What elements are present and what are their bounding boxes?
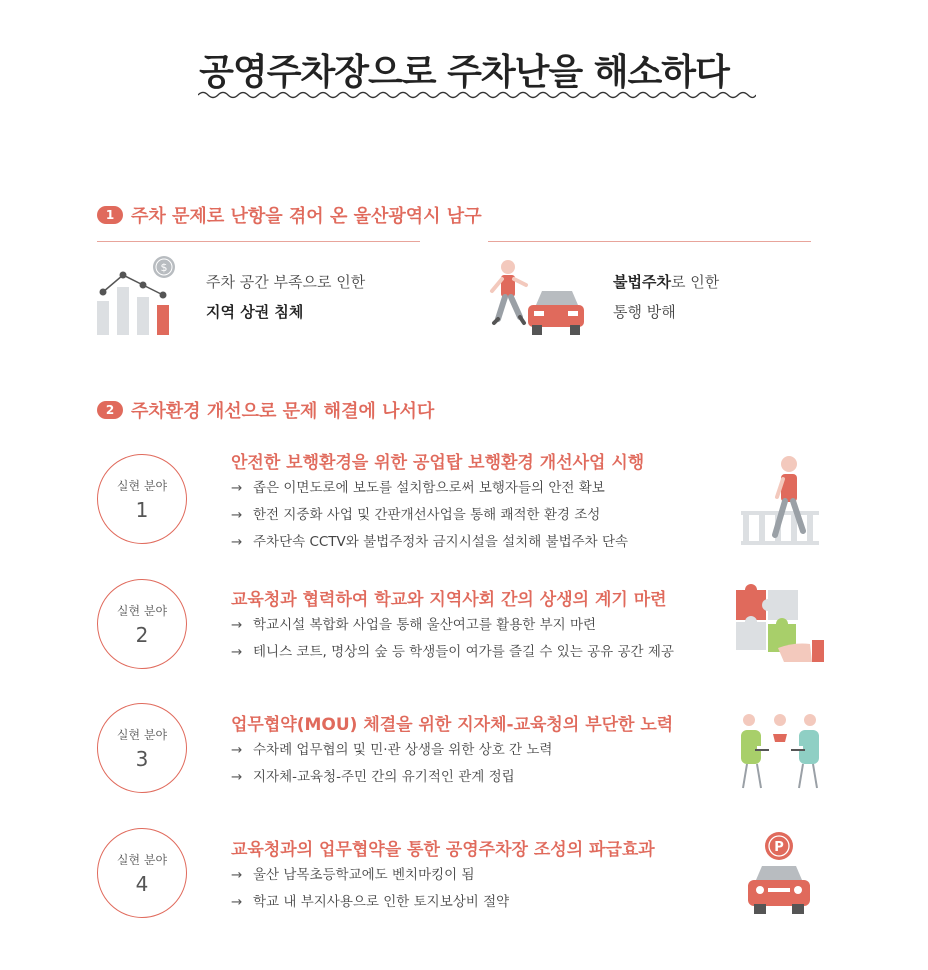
list-item-text: 좁은 이면도로에 보도를 설치함으로써 보행자들의 안전 확보: [253, 480, 605, 496]
field-circle-1: [97, 454, 187, 544]
svg-text:$: $: [160, 261, 168, 274]
problem1-text: [206, 267, 365, 327]
list-item-text: 지자체-교육청-주민 간의 유기적인 관계 정립: [253, 769, 515, 785]
problem2-line1-bold: 불법주차: [613, 273, 671, 291]
list-item-text: 한전 지중화 사업 및 간판개선사업을 통해 쾌적한 환경 조성: [253, 507, 601, 523]
action1-list: [231, 475, 628, 556]
field-circle-4: [97, 828, 187, 918]
action4-title: 교육청과의 업무협약을 통한 공영주차장 조성의 파급효과: [231, 840, 655, 860]
field-circle-2: [97, 579, 187, 669]
action2-list: [231, 612, 674, 666]
list-item: [231, 764, 552, 791]
pedestrian-crosswalk-icon: [739, 455, 821, 549]
pedestrian-car-icon: [486, 259, 586, 339]
action2-title: 교육청과 협력하여 학교와 지역사회 간의 상생의 계기 마련: [231, 590, 667, 610]
field-label: 실현 분야: [116, 852, 168, 867]
list-item: [231, 889, 509, 916]
list-item: [231, 529, 628, 556]
title-wave-underline: [198, 90, 756, 100]
parking-car-icon: [744, 830, 814, 918]
list-item-text: 주차단속 CCTV와 불법주정차 금지시설을 설치해 불법주차 단속: [253, 534, 629, 550]
list-item: [231, 502, 628, 529]
field-number: 4: [135, 871, 149, 896]
problem2-line2: 통행 방해: [613, 303, 676, 321]
list-item: [231, 862, 509, 889]
list-item-text: 학교시설 복합화 사업을 통해 울산여고를 활용한 부지 마련: [253, 617, 597, 633]
field-number: 1: [135, 497, 149, 522]
field-label: 실현 분야: [116, 478, 168, 493]
field-circle-3: [97, 703, 187, 793]
action4-list: [231, 862, 509, 916]
section2-number-badge: 2: [97, 401, 123, 419]
field-number: 2: [135, 622, 149, 647]
list-item-text: 테니스 코트, 명상의 숲 등 학생들이 여가를 즐길 수 있는 공유 공간 제공: [253, 644, 674, 660]
section1-divider-right: [488, 241, 811, 242]
field-label: 실현 분야: [116, 727, 168, 742]
arrow-icon: →: [231, 534, 243, 550]
list-item: [231, 639, 674, 666]
section1-heading-text: 주차 문제로 난항을 겪어 온 울산광역시 남구: [131, 206, 482, 227]
arrow-icon: →: [231, 867, 243, 883]
problem1-line2: 지역 상권 침체: [206, 303, 304, 321]
field-number: 3: [135, 746, 149, 771]
list-item-text: 울산 남목초등학교에도 벤치마킹이 됨: [253, 867, 475, 883]
list-item-text: 수차례 업무협의 및 민·관 상생을 위한 상호 간 노력: [253, 742, 553, 758]
page-title: 공영주차장으로 주차난을 해소하다: [199, 52, 729, 93]
action3-list: [231, 737, 552, 791]
arrow-icon: →: [231, 617, 243, 633]
parking-letter: P: [774, 840, 784, 855]
meeting-people-icon: [737, 712, 823, 790]
arrow-icon: →: [231, 480, 243, 496]
problem1-line1: 주차 공간 부족으로 인한: [206, 273, 366, 291]
section2-heading: [97, 397, 434, 423]
list-item: [231, 475, 628, 502]
section1-heading: [97, 202, 482, 228]
action3-title: 업무협약(MOU) 체결을 위한 지자체-교육청의 부단한 노력: [231, 715, 674, 735]
list-item-text: 학교 내 부지사용으로 인한 토지보상비 절약: [253, 894, 510, 910]
arrow-icon: →: [231, 742, 243, 758]
section1-divider-left: [97, 241, 420, 242]
action1-title: 안전한 보행환경을 위한 공업탑 보행환경 개선사업 시행: [231, 453, 645, 473]
problem2-text: [613, 267, 719, 327]
declining-chart-coin-icon: [96, 255, 180, 337]
problem2-line1-rest: 로 인한: [670, 273, 720, 291]
list-item: [231, 737, 552, 764]
puzzle-hand-icon: [734, 582, 826, 664]
arrow-icon: →: [231, 769, 243, 785]
section1-number-badge: 1: [97, 206, 123, 224]
field-label: 실현 분야: [116, 603, 168, 618]
list-item: [231, 612, 674, 639]
arrow-icon: →: [231, 507, 243, 523]
arrow-icon: →: [231, 644, 243, 660]
arrow-icon: →: [231, 894, 243, 910]
section2-heading-text: 주차환경 개선으로 문제 해결에 나서다: [131, 401, 435, 422]
